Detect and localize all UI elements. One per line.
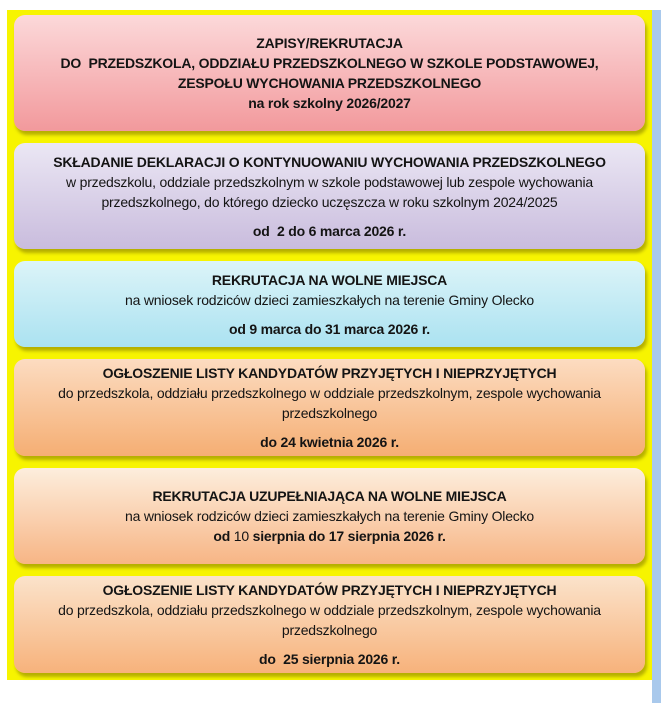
card-text-line [60, 53, 598, 73]
card-text-line [58, 600, 601, 620]
card-text-regular: w przedszkolu, oddziale przedszkolnym w szkole podstawowej lub zespole wychowania [66, 173, 593, 190]
card-text-regular: przedszkolnego [281, 622, 378, 638]
card-text-bold: od [213, 528, 234, 544]
card-rekrutacja-uzupelniajaca [14, 468, 645, 564]
card-ogloszenie-listy-kwiecien [14, 359, 645, 456]
card-text-bold: OGŁOSZENIE LISTY KANDYDATÓW PRZYJĘTYCH I NIEPRZYJĘTYCH [102, 582, 557, 598]
card-text-bold: REKRUTACJA NA WOLNE MIEJSCA [211, 271, 448, 288]
card-text-line [101, 192, 557, 212]
card-text-regular: do przedszkola, oddziału przedszkolnego w oddziale przedszkolnym, zespole wychowania [58, 602, 601, 618]
card-text-bold: do 24 kwietnia 2026 r. [260, 434, 399, 450]
card-text-bold: REKRUTACJA UZUPEŁNIAJĄCA NA WOLNE MIEJSCA [152, 488, 507, 504]
card-text-bold: od 2 do 6 marca 2026 r. [252, 222, 407, 239]
card-text-bold: OGŁOSZENIE LISTY KANDYDATÓW PRZYJĘTYCH I NIEPRZYJĘTYCH [102, 365, 557, 381]
card-text-line [229, 319, 430, 339]
card-text-regular: 10 [233, 528, 249, 544]
card-text-bold: do 25 sierpnia 2026 r. [259, 651, 400, 667]
card-text-line [125, 290, 534, 310]
card-text-bold: na rok szkolny 2026/2027 [248, 95, 411, 111]
card-text-line [212, 270, 447, 290]
card-skladanie-deklaracji [14, 143, 645, 249]
card-text-line [178, 73, 481, 93]
card-text-line [103, 580, 557, 600]
card-text-bold: od 9 marca do 31 marca 2026 r. [228, 320, 430, 337]
card-text-line [103, 363, 557, 383]
card-text-line [282, 620, 377, 640]
card-text-regular: przedszkolnego [281, 405, 378, 421]
card-text-bold: sierpnia do 17 sierpnia 2026 r. [248, 528, 446, 544]
card-text-bold: SKŁADANIE DEKLARACJI O KONTYNUOWANIU WYCHOWANIA PRZEDSZKOLNEGO [53, 153, 606, 170]
card-text-line [66, 172, 593, 192]
card-text-line [253, 221, 406, 241]
card-text-regular: na wniosek rodziców dzieci zamieszkałych na terenie Gminy Olecko [125, 508, 534, 524]
card-text-bold: ZESPOŁU WYCHOWANIA PRZEDSZKOLNEGO [177, 75, 482, 91]
card-text-regular: przedszkolnego, do którego dziecko uczęszcza w roku szkolnym 2024/2025 [101, 193, 558, 210]
card-rekrutacja-wolne-miejsca [14, 261, 645, 347]
card-text-line [58, 383, 601, 403]
card-text-line [153, 486, 507, 506]
card-text-line [259, 649, 400, 669]
card-title-zapisy-rekrutacja [14, 15, 645, 131]
schedule-panel [7, 10, 652, 680]
card-text-line [213, 526, 445, 546]
card-text-line [260, 432, 399, 452]
card-text-line [125, 506, 534, 526]
card-ogloszenie-listy-sierpien [14, 576, 645, 673]
card-text-line [282, 403, 377, 423]
card-text-regular: na wniosek rodziców dzieci zamieszkałych na terenie Gminy Olecko [125, 291, 534, 308]
card-text-line [53, 152, 606, 172]
card-text-bold: ZAPISY/REKRUTACJA [256, 35, 403, 51]
card-text-line [256, 33, 402, 53]
card-text-regular: do przedszkola, oddziału przedszkolnego w oddziale przedszkolnym, zespole wychowania [58, 385, 601, 401]
scrollbar[interactable] [652, 10, 661, 703]
card-text-bold: DO PRZEDSZKOLA, ODDZIAŁU PRZEDSZKOLNEGO W SZKOLE PODSTAWOWEJ, [60, 55, 599, 71]
card-text-line [248, 93, 411, 113]
